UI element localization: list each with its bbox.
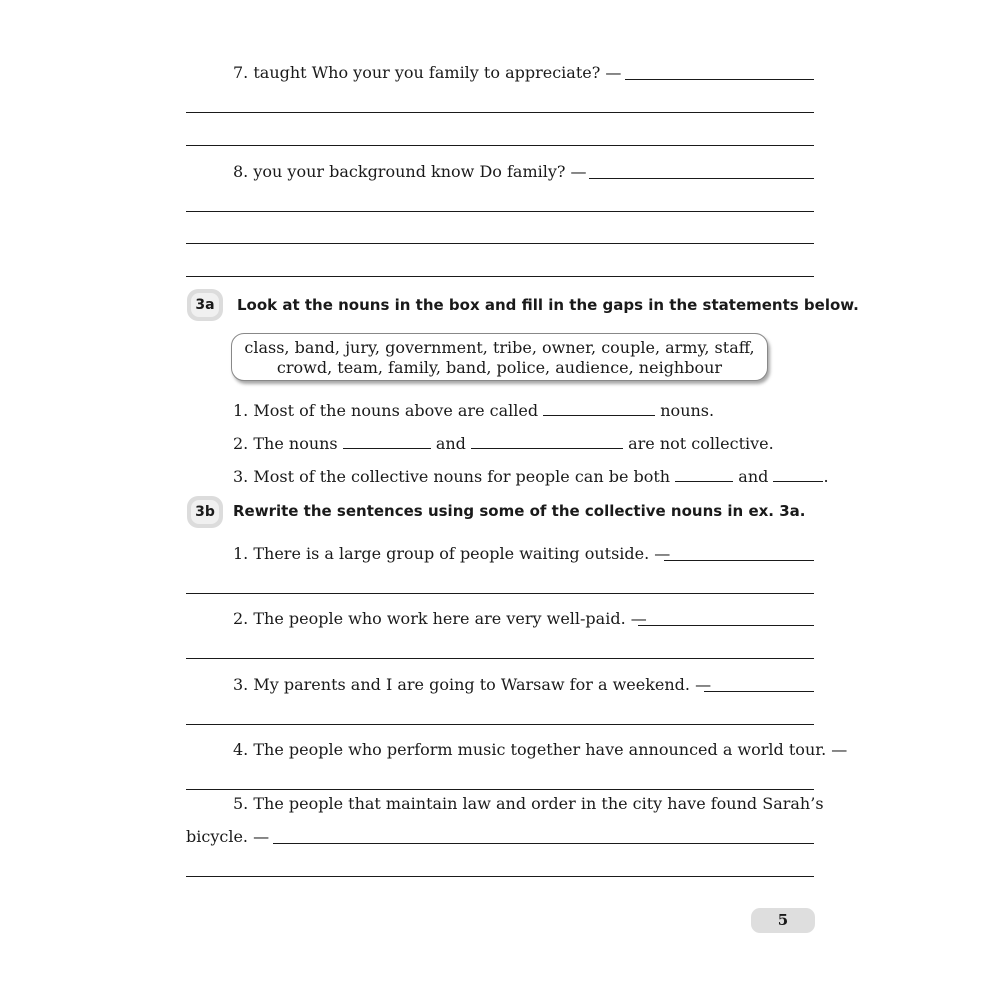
- exercise-3a-instruction: Look at the nouns in the box and fill in the gaps in the statements below.: [237, 296, 859, 314]
- rewrite-item-5-line-2: bicycle. —: [186, 827, 270, 846]
- exercise-3b-instruction: Rewrite the sentences using some of the collective nouns in ex. 3a.: [233, 502, 806, 520]
- exercise-3b-badge: [187, 496, 223, 528]
- statement-3-text-b: and: [738, 467, 769, 486]
- answer-line[interactable]: [186, 789, 814, 790]
- statement-1-text-b: nouns.: [660, 401, 715, 420]
- answer-line[interactable]: [186, 243, 814, 244]
- item-8-answer-blank[interactable]: [589, 178, 814, 179]
- rewrite-item-2: 2. The people who work here are very well-paid. —: [233, 609, 647, 628]
- item-7-text: 7. taught Who your you family to appreciate? —: [233, 63, 622, 82]
- page-number: 5: [751, 908, 815, 933]
- statement-2-text-c: are not collective.: [628, 434, 774, 453]
- item-8-text: 8. you your background know Do family? —: [233, 162, 587, 181]
- statement-3-blank-2[interactable]: [773, 467, 823, 482]
- exercise-3a-number: 3a: [191, 293, 219, 317]
- noun-box-line-2: crowd, team, family, band, police, audience, neighbour: [276, 358, 723, 377]
- item-7: [233, 62, 621, 84]
- rewrite-item-5-line-1: 5. The people that maintain law and order in the city have found Sarah’s: [233, 794, 824, 813]
- item-7-answer-blank[interactable]: [625, 79, 814, 80]
- rewrite-item-2-blank[interactable]: [638, 625, 814, 626]
- rewrite-item-4: 4. The people who perform music together have announced a world tour. —: [233, 740, 848, 759]
- answer-line[interactable]: [186, 876, 814, 877]
- exercise-3a-badge: [187, 289, 223, 321]
- statement-3: [233, 466, 829, 488]
- statement-2-blank-1[interactable]: [343, 434, 431, 449]
- statement-2-text-b: and: [435, 434, 466, 453]
- statement-1-blank[interactable]: [543, 401, 655, 416]
- statement-3-blank-1[interactable]: [675, 467, 733, 482]
- statement-1-text-a: 1. Most of the nouns above are called: [233, 401, 539, 420]
- statement-3-text-a: 3. Most of the collective nouns for people can be both: [233, 467, 671, 486]
- answer-line[interactable]: [186, 724, 814, 725]
- rewrite-item-3-blank[interactable]: [704, 691, 814, 692]
- answer-line[interactable]: [186, 658, 814, 659]
- answer-line[interactable]: [186, 211, 814, 212]
- noun-box: [231, 333, 768, 381]
- noun-box-line-1: class, band, jury, government, tribe, owner, couple, army, staff,: [244, 338, 755, 357]
- statement-2: [233, 433, 774, 455]
- statement-2-blank-2[interactable]: [471, 434, 623, 449]
- statement-2-text-a: 2. The nouns: [233, 434, 338, 453]
- rewrite-item-5-blank[interactable]: [273, 843, 814, 844]
- rewrite-item-1: 1. There is a large group of people waiting outside. —: [233, 544, 671, 563]
- statement-3-text-c: .: [823, 467, 829, 486]
- answer-line[interactable]: [186, 145, 814, 146]
- answer-line[interactable]: [186, 593, 814, 594]
- item-8: [233, 161, 587, 183]
- answer-line[interactable]: [186, 276, 814, 277]
- statement-1: [233, 400, 714, 422]
- rewrite-item-1-blank[interactable]: [664, 560, 814, 561]
- exercise-3b-number: 3b: [191, 500, 219, 524]
- answer-line[interactable]: [186, 112, 814, 113]
- rewrite-item-3: 3. My parents and I are going to Warsaw for a weekend. —: [233, 675, 712, 694]
